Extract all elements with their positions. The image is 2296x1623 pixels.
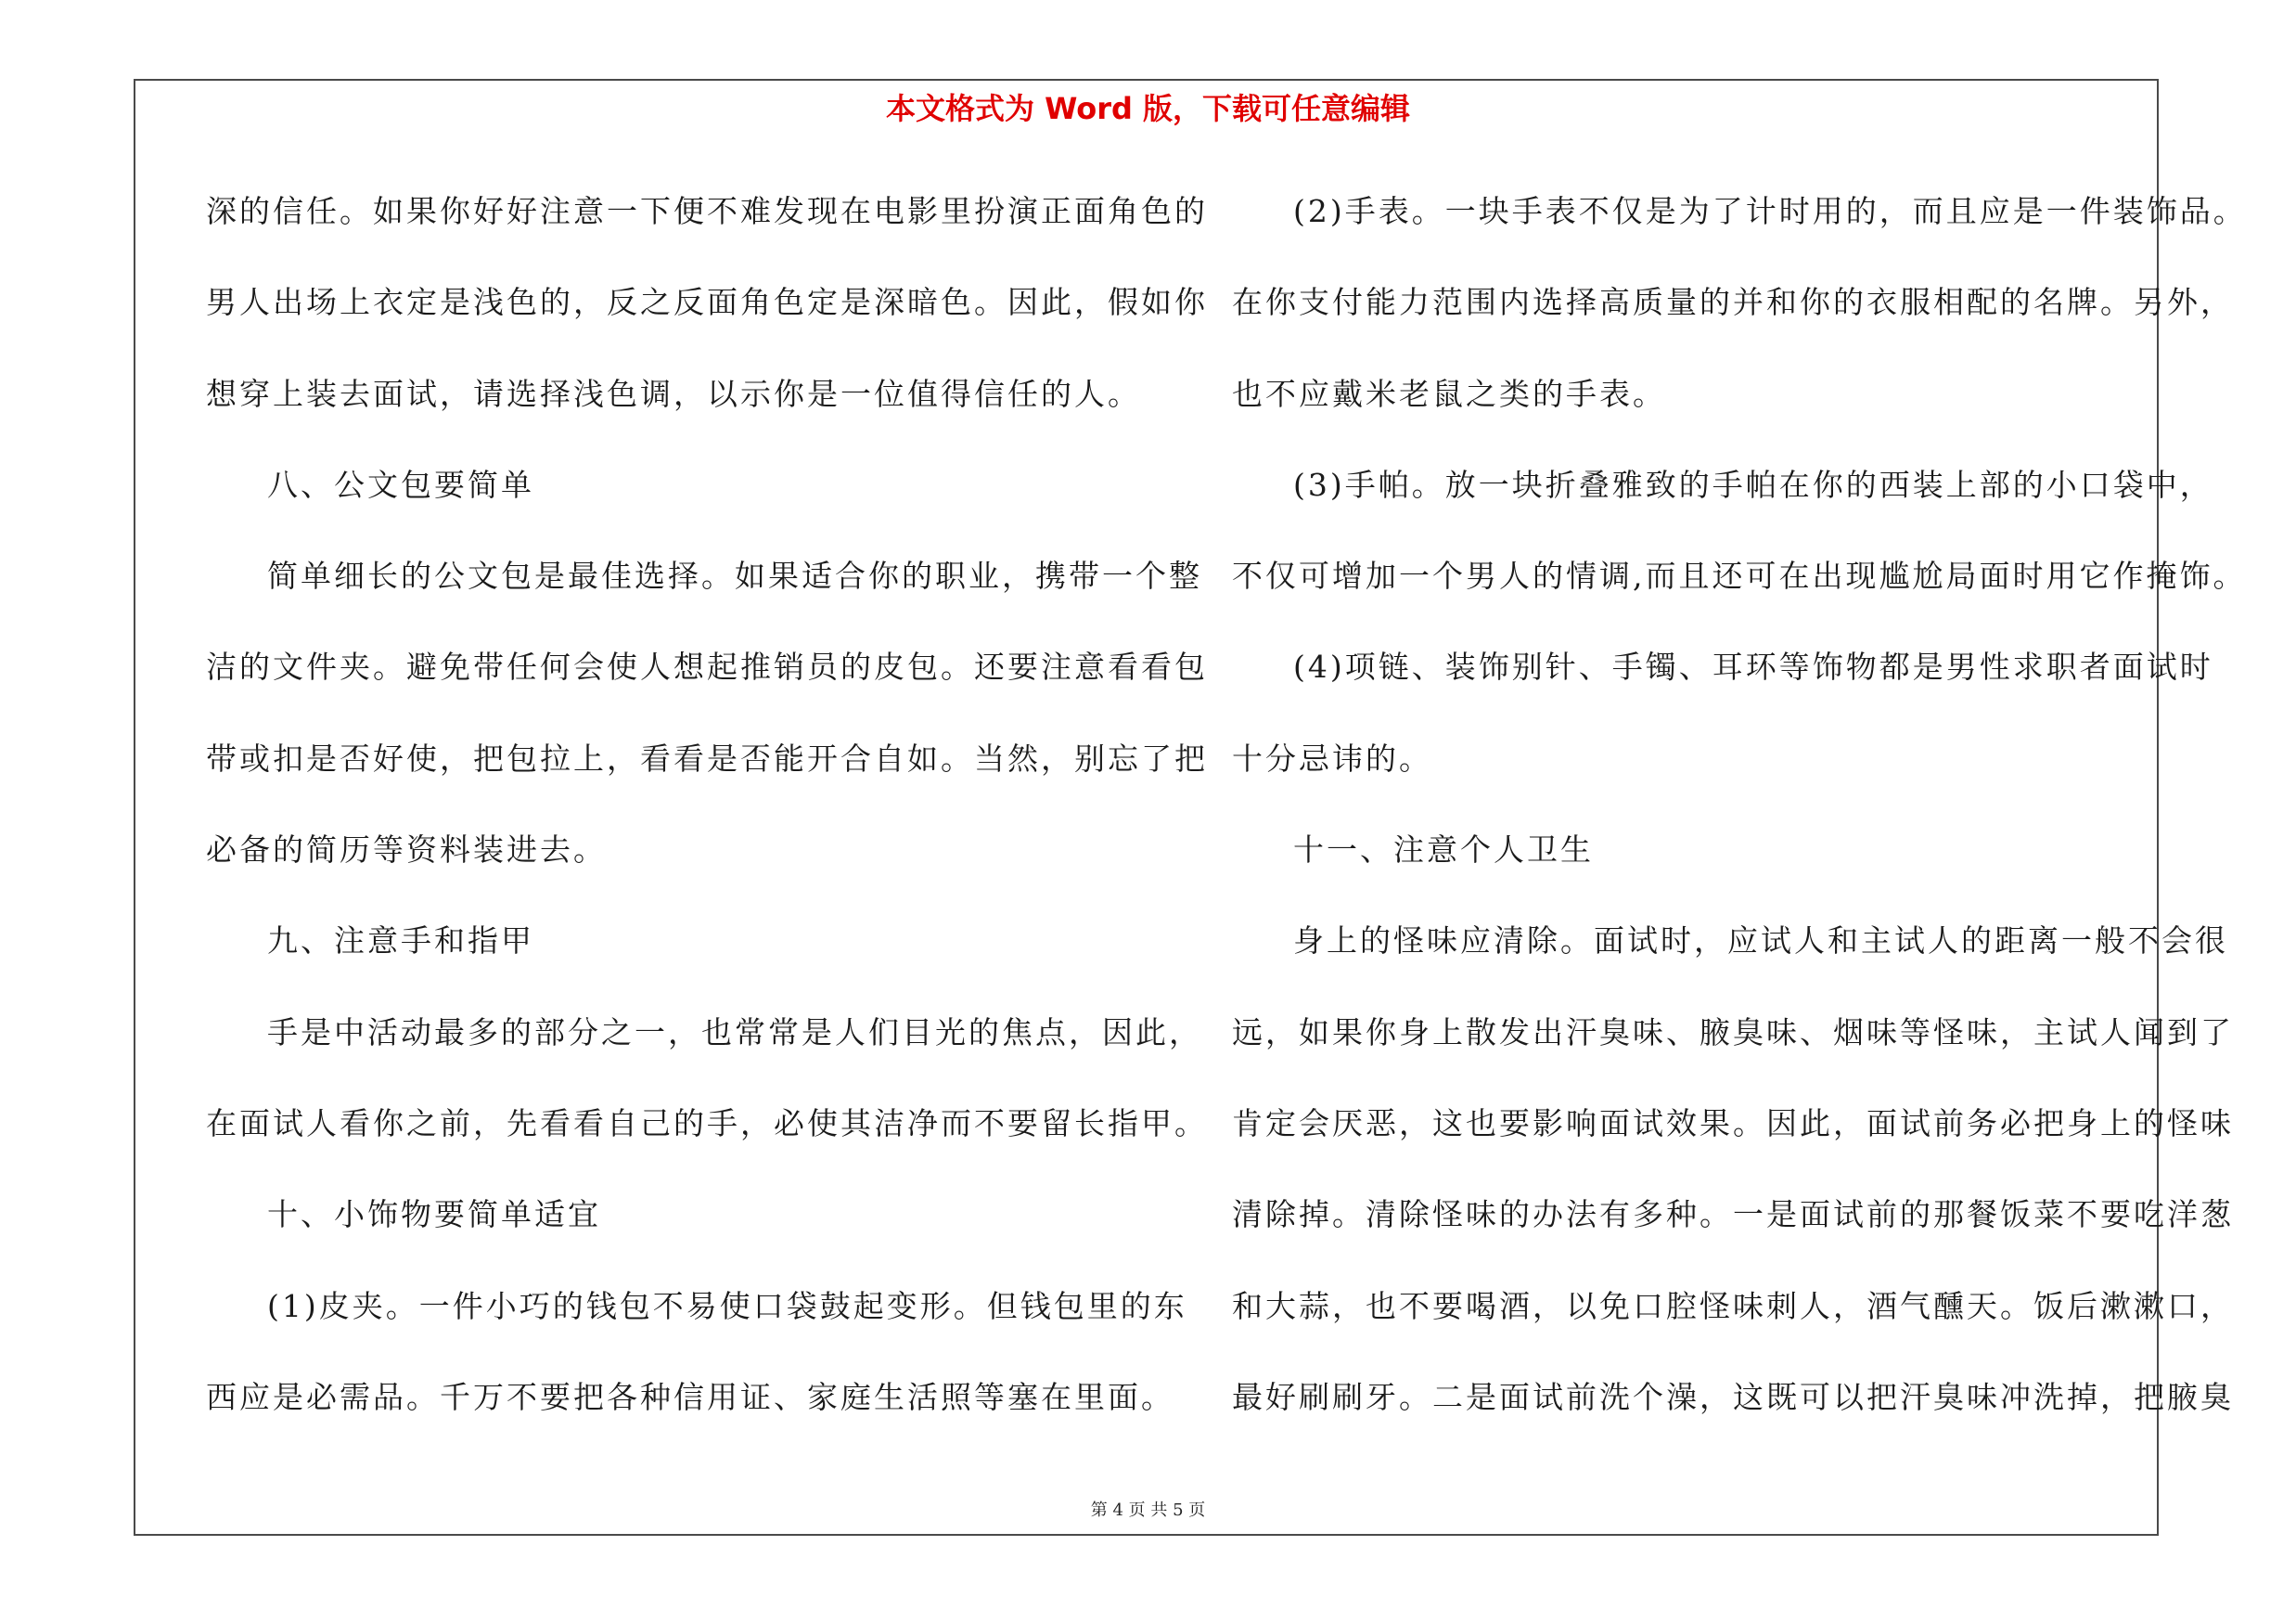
paragraph-line: 简单细长的公文包是最佳选择。如果适合你的职业，携带一个整 bbox=[267, 558, 1202, 595]
paragraph-line: 身上的怪味应清除。面试时，应试人和主试人的距离一般不会很 bbox=[1293, 922, 2228, 960]
section-heading: 八、公文包要简单 bbox=[267, 466, 534, 503]
paragraph-line: (4)项链、装饰别针、手镯、耳环等饰物都是男性求职者面试时 bbox=[1293, 649, 2213, 686]
page-number: 第 4 页 共 5 页 bbox=[1090, 1501, 1206, 1520]
paragraph-line: 最好刷刷牙。二是面试前洗个澡，这既可以把汗臭味冲洗掉，把腋臭 bbox=[1232, 1378, 2234, 1415]
paragraph-line: 必备的简历等资料装进去。 bbox=[206, 831, 607, 869]
right-column bbox=[1232, 184, 2247, 1461]
paragraph-line: 肯定会厌恶，这也要影响面试效果。因此，面试前务必把身上的怪味 bbox=[1232, 1104, 2234, 1141]
paragraph-line: 男人出场上衣定是浅色的，反之反面角色定是深暗色。因此，假如你 bbox=[206, 284, 1208, 321]
section-heading: 十、小饰物要简单适宜 bbox=[267, 1196, 601, 1233]
paragraph-line: 手是中活动最多的部分之一，也常常是人们目光的焦点，因此， bbox=[267, 1013, 1202, 1050]
paragraph-line: 在面试人看你之前，先看看自己的手，必使其洁净而不要留长指甲。 bbox=[206, 1104, 1208, 1141]
paragraph-line: 想穿上装去面试，请选择浅色调，以示你是一位值得信任的人。 bbox=[206, 375, 1141, 412]
paragraph-line: 清除掉。清除怪味的办法有多种。一是面试前的那餐饭菜不要吃洋葱 bbox=[1232, 1196, 2234, 1233]
paragraph-line: 西应是必需品。千万不要把各种信用证、家庭生活照等塞在里面。 bbox=[206, 1378, 1174, 1415]
paragraph-line: 远，如果你身上散发出汗臭味、腋臭味、烟味等怪味，主试人闻到了 bbox=[1232, 1013, 2234, 1050]
paragraph-line: 带或扣是否好使，把包拉上，看看是否能开合自如。当然，别忘了把 bbox=[206, 740, 1208, 777]
left-column bbox=[206, 184, 1208, 1461]
paragraph-line: (1)皮夹。一件小巧的钱包不易使口袋鼓起变形。但钱包里的东 bbox=[267, 1287, 1187, 1324]
paragraph-line: (3)手帕。放一块折叠雅致的手帕在你的西装上部的小口袋中， bbox=[1293, 466, 2213, 503]
section-heading: 九、注意手和指甲 bbox=[267, 922, 534, 960]
paragraph-line: 洁的文件夹。避免带任何会使人想起推销员的皮包。还要注意看看包 bbox=[206, 649, 1208, 686]
paragraph-line: 也不应戴米老鼠之类的手表。 bbox=[1232, 375, 1666, 412]
paragraph-line: 十分忌讳的。 bbox=[1232, 740, 1432, 777]
header-banner: 本文格式为 Word 版，下载可任意编辑 bbox=[885, 91, 1411, 126]
paragraph-line: 深的信任。如果你好好注意一下便不难发现在电影里扮演正面角色的 bbox=[206, 193, 1208, 229]
paragraph-line: 在你支付能力范围内选择高质量的并和你的衣服相配的名牌。另外， bbox=[1232, 284, 2234, 321]
paragraph-line: 和大蒜，也不要喝酒，以免口腔怪味刺人，酒气醺天。饭后漱漱口， bbox=[1232, 1287, 2234, 1324]
section-heading: 十一、注意个人卫生 bbox=[1293, 831, 1594, 869]
paragraph-line: 不仅可增加一个男人的情调,而且还可在出现尴尬局面时用它作掩饰。 bbox=[1232, 558, 2247, 595]
paragraph-line: (2)手表。一块手表不仅是为了计时用的，而且应是一件装饰品。 bbox=[1293, 193, 2247, 229]
